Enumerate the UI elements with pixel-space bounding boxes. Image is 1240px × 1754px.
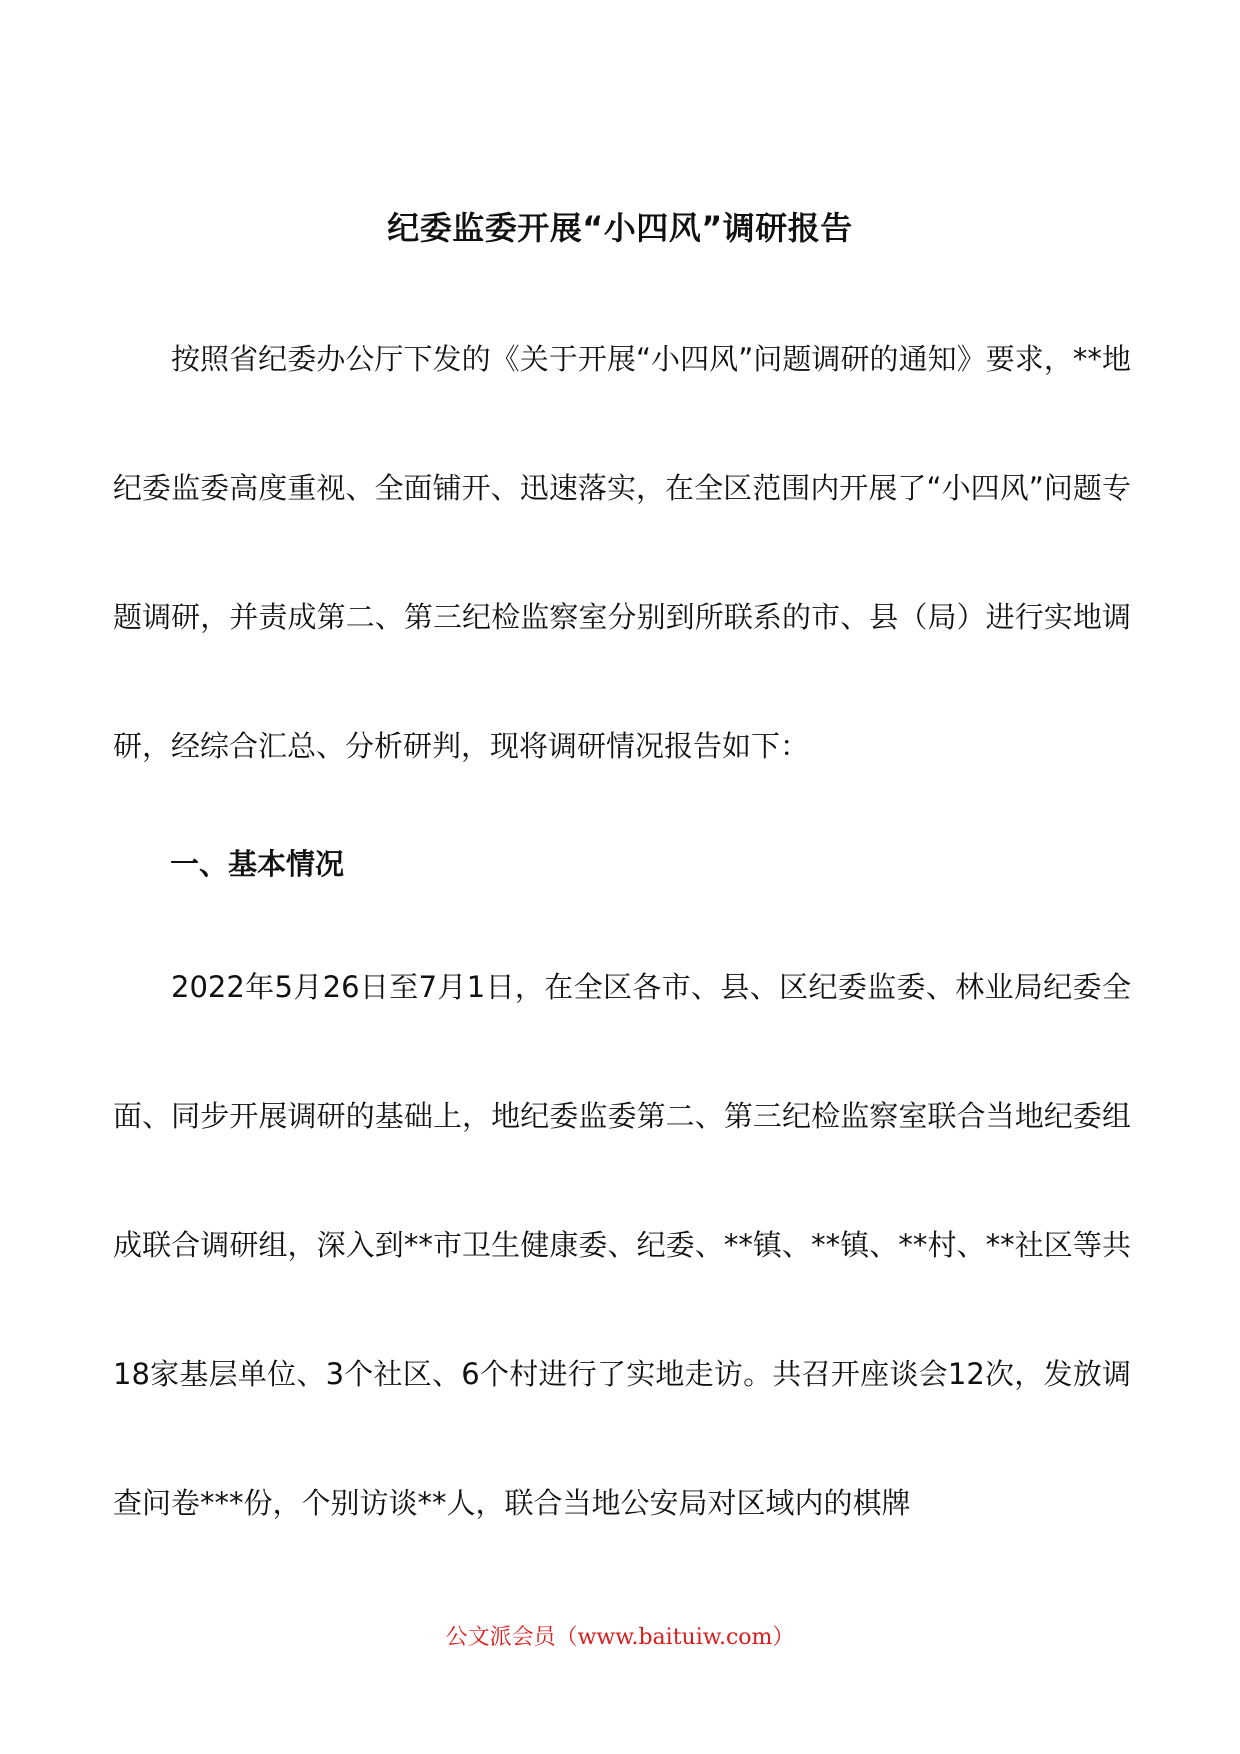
intro-paragraph: 按照省纪委办公厅下发的《关于开展“小四风”问题调研的通知》要求，**地纪委监委高度重视、全面铺开、迅速落实，在全区范围内开展了“小四风”问题专题调研，并责成第二、第三纪检监察室分别到所联系的市、县（局）进行实地调研，经综合汇总、分析研判，现将调研情况报告如下： (113, 342, 1131, 763)
section-heading: 一、基本情况 (170, 847, 345, 881)
document-title: 纪委监委开展“小四风”调研报告 (387, 209, 853, 247)
section-paragraph: 2022年5月26日至7月1日，在全区各市、县、区纪委监委、林业局纪委全面、同步开展调研的基础上，地纪委监委第二、第三纪检监察室联合当地纪委组成联合调研组，深入到**市卫生健康委、纪委、**镇、**镇、**村、**社区等共18家基层单位、3个社区、6个村进行了实地走访。共召开座谈会12次，发放调查问卷***份，个别访谈**人，联合当地公安局对区域内的棋牌 (113, 970, 1131, 1520)
footer-watermark: 公文派会员（www.baituiw.com） (445, 1625, 795, 1650)
